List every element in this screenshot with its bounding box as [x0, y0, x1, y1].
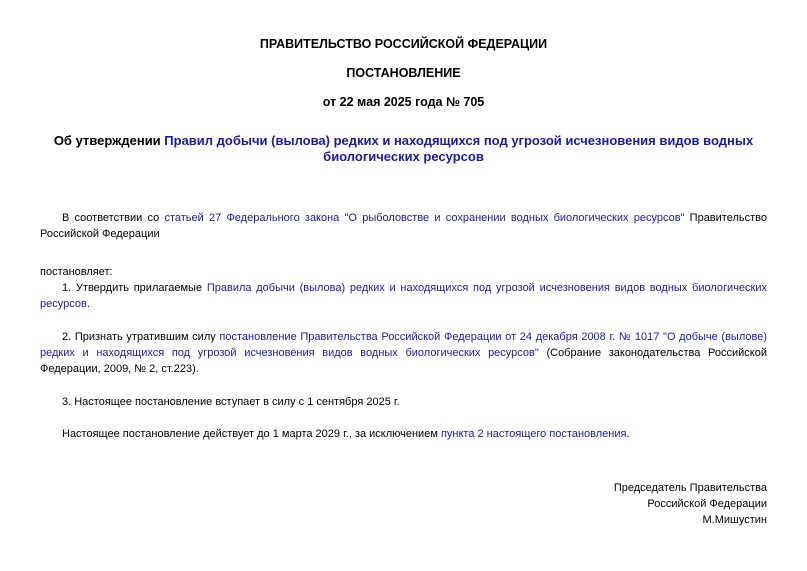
- basis-text-before: В соответствии со: [62, 212, 165, 224]
- item-2-reference-link[interactable]: пункта 2 настоящего постановления: [440, 428, 627, 440]
- document-header: [40, 0, 767, 110]
- article-27-link[interactable]: статьей 27 Федерального закона "О рыболовстве и сохранении водных биологических ресурсов": [164, 212, 685, 224]
- government-title: ПРАВИТЕЛЬСТВО РОССИЙСКОЙ ФЕДЕРАЦИИ: [259, 37, 548, 51]
- item-1-text-before: 1. Утвердить прилагаемые: [62, 282, 207, 294]
- paragraph-item-3: 3. Настоящее постановление вступает в силу с 1 сентября 2025 г.: [62, 396, 400, 408]
- subject-rules-link[interactable]: Правил добычи (вылова) редких и находящихся под угрозой исчезновения видов водных биологических ресурсов: [164, 133, 754, 164]
- paragraph-validity: [40, 426, 767, 442]
- signatory-name: М.Мишустин: [702, 514, 767, 526]
- basis-text-after: Правительство Российской Федерации: [40, 212, 767, 240]
- paragraph-item-2: [40, 329, 767, 377]
- approved-rules-link[interactable]: Правила добычи (вылова) редких и находящихся под угрозой исчезновения видов водных биологических ресурсов: [40, 282, 767, 310]
- validity-text-before: Настоящее постановление действует до 1 марта 2029 г., за исключением: [62, 428, 441, 440]
- item-2-text-before: 2. Признать утратившим силу: [62, 331, 220, 343]
- signatory-organization: Российской Федерации: [647, 498, 767, 510]
- validity-text-after: .: [626, 428, 630, 440]
- repealed-decree-link[interactable]: постановление Правительства Российской Федерации от 24 декабря 2008 г. № 1017 "О добыче (вылове) редких и находящихся под угрозой исчезновения видов водных биологических ресурсов": [40, 331, 768, 359]
- document-date-number: от 22 мая 2025 года № 705: [322, 95, 485, 109]
- signature-block: [614, 480, 767, 528]
- item-2-text-after: (Собрание законодательства Российской Федерации, 2009, № 2, ст.223).: [40, 347, 767, 375]
- resolves-line: постановляет:: [40, 266, 113, 278]
- paragraph-item-1: [40, 280, 767, 312]
- paragraph-basis: [40, 210, 767, 242]
- signatory-position: Председатель Правительства: [613, 482, 767, 494]
- subject-prefix: Об утверждении: [53, 133, 165, 148]
- document-type: ПОСТАНОВЛЕНИЕ: [346, 66, 461, 80]
- item-1-text-after: .: [86, 298, 90, 310]
- document-body: [40, 210, 767, 442]
- document-subject: [40, 133, 767, 165]
